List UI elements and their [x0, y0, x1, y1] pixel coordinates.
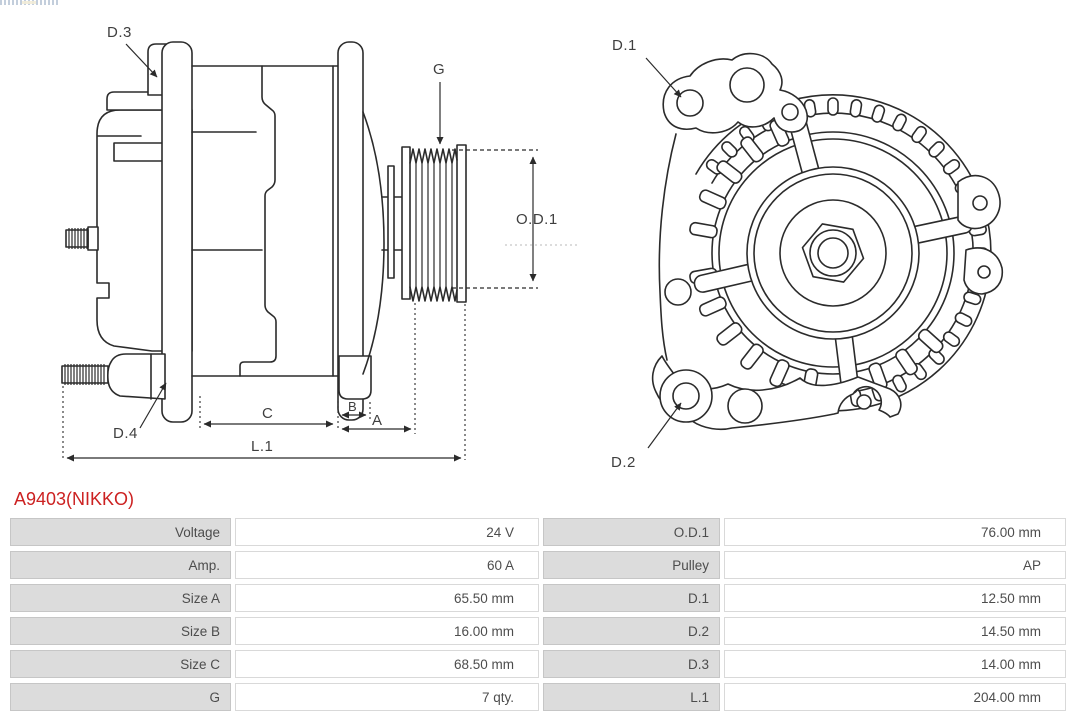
spec-label-cell: Pulley	[543, 551, 720, 579]
spec-label-cell: Size A	[10, 584, 231, 612]
spec-label-cell: L.1	[543, 683, 720, 711]
mounting-hole-d1	[677, 90, 703, 116]
spec-value-cell: 7 qty.	[235, 683, 539, 711]
spec-label-cell: D.2	[543, 617, 720, 645]
spec-label-cell: Voltage	[10, 518, 231, 546]
alternator-side-view-diagram	[62, 24, 580, 460]
side-boss-hole	[665, 279, 691, 305]
part-number-title: A9403(NIKKO)	[14, 489, 135, 509]
spec-value-cell: 12.50 mm	[724, 584, 1066, 612]
spec-value-cell: 60 A	[235, 551, 539, 579]
dimension-c	[204, 405, 333, 424]
spec-value-cell: AP	[724, 551, 1066, 579]
alternator-front-view-diagram	[611, 37, 1002, 471]
stator-body-outline	[192, 66, 338, 376]
spec-value-cell: 14.00 mm	[724, 650, 1066, 678]
spec-label-cell: G	[10, 683, 231, 711]
spec-value-cell: 14.50 mm	[724, 617, 1066, 645]
spec-label-cell: D.1	[543, 584, 720, 612]
spec-value-cell: 76.00 mm	[724, 518, 1066, 546]
dimension-od1	[452, 150, 580, 288]
leader-d1	[646, 58, 681, 97]
pulley-front-view	[747, 167, 919, 339]
spec-value-cell: 24 V	[235, 518, 539, 546]
spec-value-cell: 65.50 mm	[235, 584, 539, 612]
label-c: C	[262, 405, 274, 422]
label-l1: L.1	[251, 438, 274, 455]
body-left-edge	[659, 134, 676, 360]
label-b: B	[348, 399, 357, 414]
terminal-stud-upper	[66, 227, 98, 250]
mounting-hole-d2	[673, 383, 699, 409]
spec-label-cell: Size C	[10, 650, 231, 678]
front-bracket-plate	[162, 42, 192, 422]
label-od1: O.D.1	[516, 211, 558, 228]
terminal-stud-lower	[62, 364, 108, 385]
top-mounting-bracket	[663, 54, 807, 133]
label-g: G	[433, 61, 446, 78]
pulley-side-view	[402, 145, 466, 302]
label-d4: D.4	[113, 425, 138, 442]
spec-value-cell: 16.00 mm	[235, 617, 539, 645]
drive-end-bracket	[338, 42, 403, 420]
label-d3: D.3	[107, 24, 132, 41]
spec-value-cell: 68.50 mm	[235, 650, 539, 678]
spec-label-cell: O.D.1	[543, 518, 720, 546]
spec-label-cell: Size B	[10, 617, 231, 645]
specification-table	[10, 518, 1066, 711]
spec-value-cell: 204.00 mm	[724, 683, 1066, 711]
bottom-mounting-lug	[108, 354, 165, 399]
spec-label-cell: D.3	[543, 650, 720, 678]
label-d1: D.1	[612, 37, 637, 54]
label-d2: D.2	[611, 454, 636, 471]
label-a: A	[372, 412, 383, 429]
spec-label-cell: Amp.	[10, 551, 231, 579]
